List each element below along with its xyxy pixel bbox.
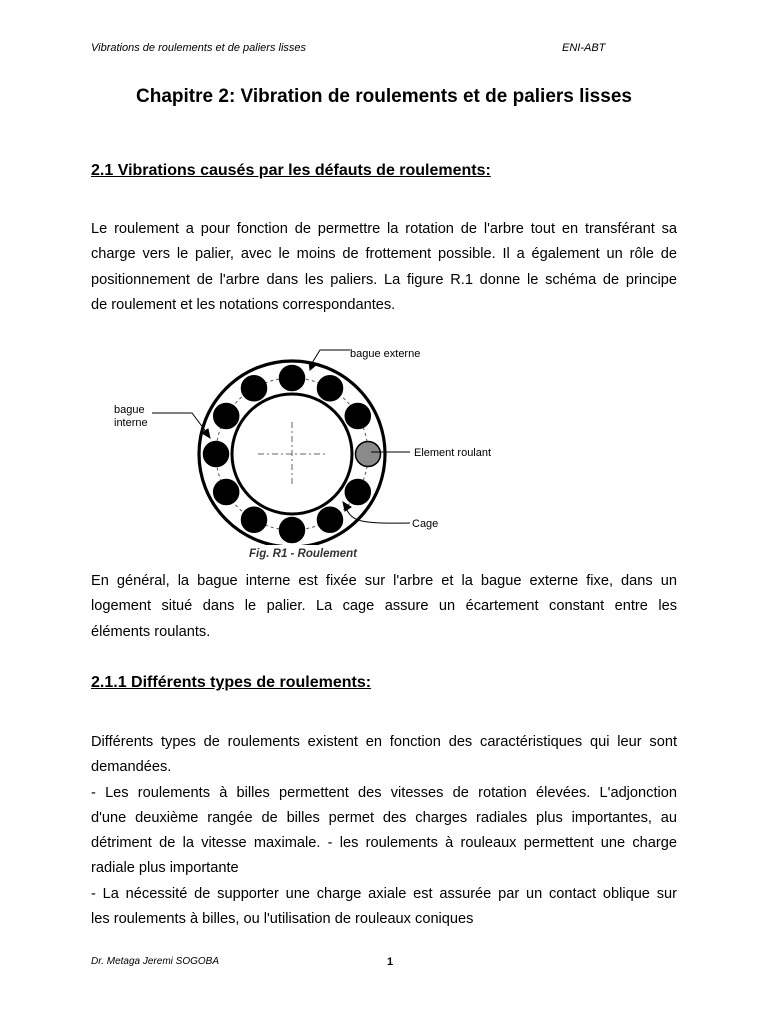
general-paragraph — [91, 569, 677, 645]
rolling-element — [242, 507, 267, 532]
label-cage: Cage — [412, 518, 439, 530]
label-bague-interne-1: bague — [114, 404, 145, 416]
rolling-element — [204, 442, 229, 467]
section-2-1-paragraph — [91, 217, 677, 318]
label-bague-interne-2: interne — [114, 417, 148, 429]
rolling-element — [242, 376, 267, 401]
paragraph-line: - Les roulements à billes permettent des vitesses de rotation élevées. L'adjonction — [91, 784, 677, 801]
paragraph-line: - La nécessité de supporter une charge axiale est assurée par un contact oblique sur — [91, 885, 677, 902]
paragraph-line: demandées. — [91, 759, 172, 776]
paragraph-line: charge vers le palier, avec le moins de frottement possible. Il a également un rôle de — [91, 246, 677, 263]
label-bague-externe: bague externe — [350, 348, 421, 360]
paragraph-line: éléments roulants. — [91, 623, 211, 640]
rolling-element — [280, 366, 305, 391]
label-element-roulant: Element roulant — [414, 447, 492, 459]
paragraph-line: En général, la bague interne est fixée sur l'arbre et la bague externe fixe, dans un — [91, 573, 677, 589]
footer-author: Dr. Metaga Jeremi SOGOBA — [91, 956, 219, 967]
section-2-1-1-paragraph — [91, 730, 677, 932]
paragraph-line: positionnement de l'arbre dans les paliers. La figure R.1 donne le schéma de principe — [91, 271, 677, 288]
paragraph-line: Différents types de roulements existent en fonction des caractéristiques qui leur sont — [91, 734, 677, 750]
figure-caption: Fig. R1 - Roulement — [249, 548, 357, 560]
section-2-1-heading: 2.1 Vibrations causés par les défauts de roulements: — [91, 162, 491, 179]
paragraph-line: d'une deuxième rangée de billes permet des charges radiales plus importantes, au — [91, 809, 677, 826]
paragraph-line: Le roulement a pour fonction de permettre la rotation de l'arbre tout en transférant sa — [91, 221, 677, 237]
chapter-title: Chapitre 2: Vibration de roulements et de paliers lisses — [136, 86, 632, 107]
paragraph-line: détriment de la vitesse maximale. - les roulements à rouleaux permettent une charge — [91, 835, 677, 852]
paragraph-line: de roulement et les notations correspondantes. — [91, 296, 396, 313]
header-right: ENI-ABT — [562, 42, 606, 54]
bearing-figure — [199, 361, 385, 545]
rolling-element — [345, 480, 370, 505]
paragraph-line: les roulements à billes, ou l'utilisation de rouleaux coniques — [91, 911, 474, 928]
rolling-element — [214, 404, 239, 429]
bearing-diagram — [100, 340, 520, 545]
rolling-element — [280, 518, 305, 543]
section-2-1-1-heading: 2.1.1 Différents types de roulements: — [91, 674, 372, 691]
header-left: Vibrations de roulements et de paliers lisses — [91, 42, 307, 54]
paragraph-line: radiale plus importante — [91, 860, 239, 877]
element-roulant-highlighted — [356, 442, 381, 467]
paragraph-line: logement situé dans le palier. La cage assure un écartement constant entre les — [91, 598, 677, 615]
rolling-element — [318, 376, 343, 401]
rolling-element — [345, 404, 370, 429]
page-number: 1 — [387, 956, 394, 968]
rolling-element — [318, 507, 343, 532]
rolling-element — [214, 480, 239, 505]
